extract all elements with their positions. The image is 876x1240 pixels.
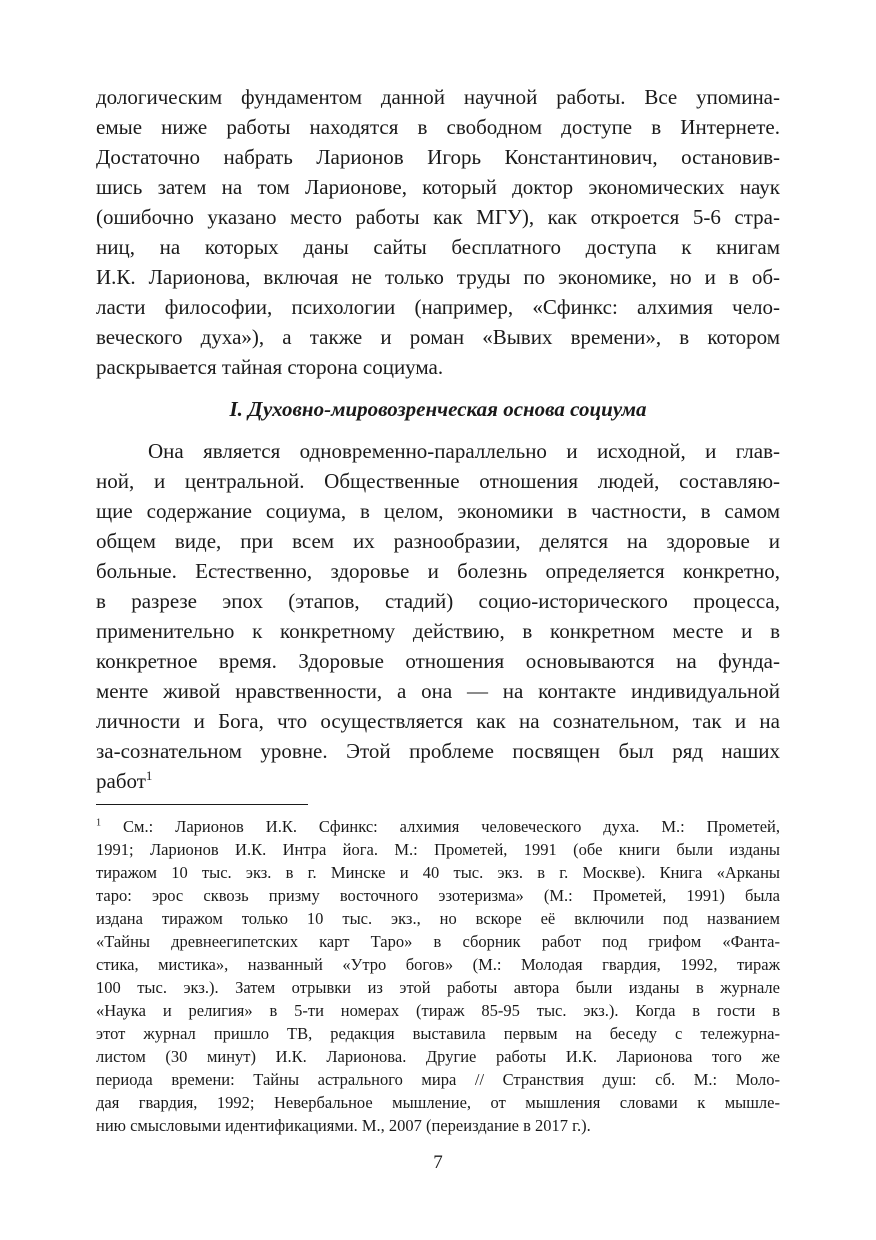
- intro-line: раскрывается тайная сторона социума.: [96, 355, 444, 379]
- footnote-line: «Наука и религия» в 5-ти номерах (тираж 85-95 тыс. экз.). Когда в гости в: [96, 1001, 780, 1020]
- intro-line: шись затем на том Ларионове, который доктор экономических наук: [96, 175, 780, 199]
- footnote-line: этот журнал пришло ТВ, редакция выставила первым на беседу с тележурна-: [96, 1024, 780, 1043]
- footnote-line: дая гвардия, 1992; Невербальное мышление, от мышления словами к мышле-: [96, 1093, 780, 1112]
- section-line: менте живой нравственности, а она — на контакте индивидуальной: [96, 679, 780, 703]
- section-line: щие содержание социума, в целом, экономики в частности, в самом: [96, 499, 780, 523]
- section-line: общем виде, при всем их разнообразии, делятся на здоровые и: [96, 529, 780, 553]
- footnote-first-text: См.: Ларионов И.К. Сфинкс: алхимия человеческого духа. М.: Прометей,: [123, 817, 780, 836]
- footnote-marker: 1: [96, 817, 102, 829]
- section-last-text: работ: [96, 769, 146, 793]
- footnote-line: 1991; Ларионов И.К. Интра йога. М.: Прометей, 1991 (обе книги были изданы: [96, 840, 780, 859]
- section-line: больные. Естественно, здоровье и болезнь определяется конкретно,: [96, 559, 780, 583]
- section-line: конкретное время. Здоровые отношения основываются на фунда-: [96, 649, 780, 673]
- footnote-line: издана тиражом только 10 тыс. экз., но вскоре её включили под названием: [96, 909, 780, 928]
- section-line: за-сознательном уровне. Этой проблеме посвящен был ряд наших: [96, 739, 780, 763]
- footnote-reference[interactable]: 1: [145, 768, 153, 783]
- section-line: применительно к конкретному действию, в конкретном месте и в: [96, 619, 780, 643]
- footnote-line: «Тайны древнеегипетских карт Таро» в сборник работ под грифом «Фанта-: [96, 932, 780, 951]
- intro-line: емые ниже работы находятся в свободном доступе в Интернете.: [96, 115, 780, 139]
- footnote-line: [96, 815, 780, 838]
- intro-line: дологическим фундаментом данной научной работы. Все упомина-: [96, 85, 780, 109]
- footnote-line: нию смысловыми идентификациями. М., 2007 (переиздание в 2017 г.).: [96, 1116, 591, 1135]
- intro-line: ласти философии, психологии (например, «Сфинкс: алхимия чело-: [96, 295, 780, 319]
- intro-line: И.К. Ларионова, включая не только труды по экономике, но и в об-: [96, 265, 780, 289]
- intro-line: (ошибочно указано место работы как МГУ), как откроется 5-6 стра-: [96, 205, 780, 229]
- section-line: в разрезе эпох (этапов, стадий) социо-исторического процесса,: [96, 589, 780, 613]
- intro-line: Достаточно набрать Ларионов Игорь Константинович, остановив-: [96, 145, 780, 169]
- footnote-rule: [96, 804, 308, 805]
- intro-line: ниц, на которых даны сайты бесплатного доступа к книгам: [96, 235, 780, 259]
- section-last-line: [96, 767, 780, 796]
- footnote-line: периода времени: Тайны астрального мира // Странствия душ: сб. М.: Моло-: [96, 1070, 780, 1089]
- footnote-line: листом (30 минут) И.К. Ларионова. Другие работы И.К. Ларионова того же: [96, 1047, 780, 1066]
- section-line: личности и Бога, что осуществляется как на сознательном, так и на: [96, 709, 780, 733]
- section-line: ной, и центральной. Общественные отношения людей, составляю-: [96, 469, 780, 493]
- intro-line: веческого духа»), а также и роман «Вывих времени», в котором: [96, 325, 780, 349]
- footnote-line: таро: эрос сквозь призму восточного эзотеризма» (М.: Прометей, 1991) была: [96, 886, 780, 905]
- page-number: 7: [433, 1152, 443, 1173]
- footnote-line: тиражом 10 тыс. экз. в г. Минске и 40 тыс. экз. в г. Москве). Книга «Арканы: [96, 863, 780, 882]
- footnote-line: 100 тыс. экз.). Затем отрывки из этой работы автора были изданы в журнале: [96, 978, 780, 997]
- section-heading: I. Духовно-мировозренческая основа социума: [229, 397, 647, 421]
- section-line: Она является одновременно-параллельно и исходной, и глав-: [148, 439, 780, 463]
- footnote-line: стика, мистика», названный «Утро богов» (М.: Молодая гвардия, 1992, тираж: [96, 955, 780, 974]
